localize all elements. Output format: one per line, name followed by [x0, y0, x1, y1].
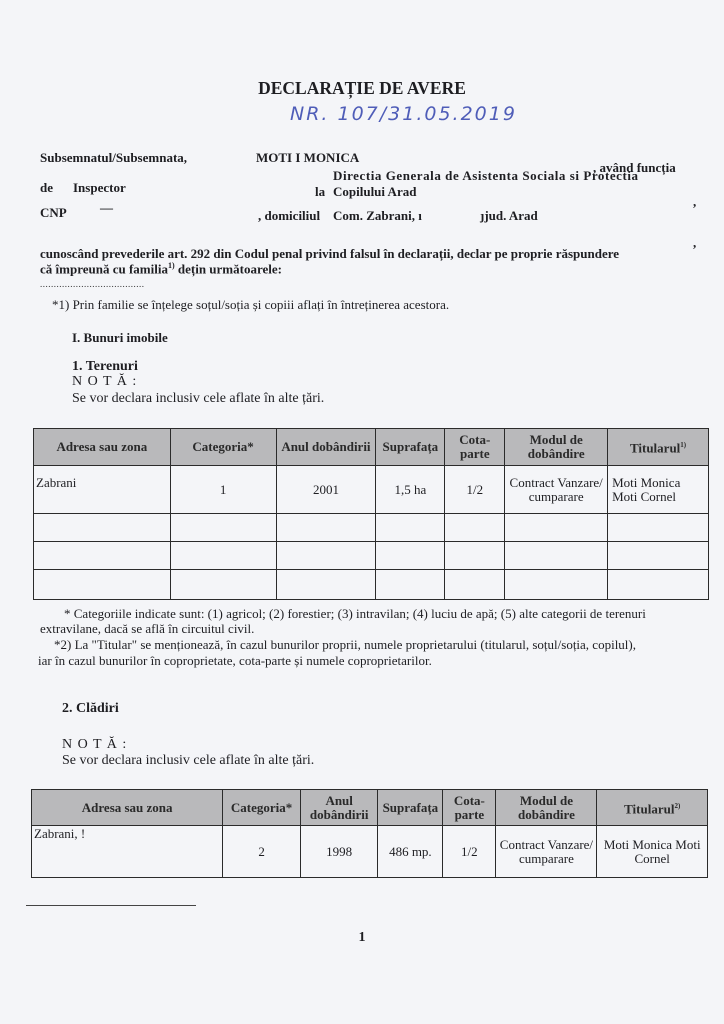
page-number: 1 [358, 930, 366, 945]
table-cell: 2001 [276, 466, 376, 514]
table-cell [276, 514, 376, 542]
registration-number-handwritten: NR. 107/31.05.2019 [290, 103, 517, 125]
nota-label: N O T Ă : [62, 737, 128, 752]
column-header [608, 429, 709, 466]
column-header: Anul dobândirii [300, 790, 378, 826]
table-cell [376, 570, 445, 600]
subsection-heading-terenuri: 1. Terenuri [72, 359, 138, 374]
footnote-ref: 1) [167, 261, 175, 270]
table-cell [276, 570, 376, 600]
table-cell [170, 570, 276, 600]
statement-line2-text: că împreună cu familia [40, 261, 168, 277]
table-cell [34, 542, 171, 570]
table-cell [608, 542, 709, 570]
table-cell [34, 514, 171, 542]
column-header-text: Titularul [624, 801, 675, 817]
footnote-family: *1) Prin familie se înțelege soțul/soția și copiii aflați în întreținerea acestora. [52, 297, 450, 312]
table-cell: Moti Monica Moti Cornel [608, 466, 709, 514]
functie-label: , având funcția [593, 160, 676, 175]
table-cell: 486 mp. [378, 826, 443, 878]
dotted-separator: ...................................... [40, 279, 145, 289]
function-value: Inspector [73, 180, 126, 195]
table-row [32, 826, 708, 878]
la-label: la [315, 184, 326, 199]
footnote-categories-cont: extravilane, dacă se află în circuitul civil. [40, 621, 255, 636]
table-row [34, 570, 709, 600]
table-row [34, 542, 709, 570]
table-cell [276, 542, 376, 570]
column-header: Cota-parte [445, 429, 505, 466]
column-header: Modul de dobândire [496, 790, 597, 826]
column-header: Cota-parte [443, 790, 496, 826]
column-header: Modul de dobândire [505, 429, 608, 466]
table-header-row [34, 429, 709, 466]
table-cell [170, 514, 276, 542]
footnote-ref: 2) [674, 801, 681, 810]
footnote-categories: * Categoriile indicate sunt: (1) agricol; (2) forestier; (3) intravilan; (4) luciu de apă; (5) alte categorii de terenuri [64, 606, 646, 621]
institution-line2: Copilului Arad [333, 184, 417, 199]
column-header-text: Titularul [629, 440, 681, 456]
column-header: Adresa sau zona [32, 790, 223, 826]
subsemnatul-label: Subsemnatul/Subsemnata, [40, 150, 188, 165]
domiciliu-label: , domiciliul [258, 208, 321, 223]
column-header: Suprafața [376, 429, 445, 466]
table-cell [170, 542, 276, 570]
column-header: Adresa sau zona [34, 429, 171, 466]
table-cell [445, 514, 505, 542]
table-cell [505, 514, 608, 542]
table-cell [376, 542, 445, 570]
table-cell [376, 514, 445, 542]
table-cell [608, 570, 709, 600]
table-row [34, 466, 709, 514]
table-cell: 1/2 [443, 826, 496, 878]
table-cell: 2 [223, 826, 301, 878]
document-title: DECLARAȚIE DE AVERE [258, 78, 466, 98]
cnp-value: — [100, 200, 113, 215]
nota-label: N O T Ă : [72, 374, 138, 389]
table-cell: Contract Vanzare/ cumparare [496, 826, 597, 878]
table-cell [608, 514, 709, 542]
table-cell [445, 542, 505, 570]
statement-line1: cunoscând prevederile art. 292 din Codul penal privind falsul în declarații, declar pe proprie răspundere [40, 246, 620, 261]
nota-text: Se vor declara inclusiv cele aflate în alte țări. [72, 391, 325, 406]
subsection-heading-cladiri: 2. Clădiri [62, 701, 119, 716]
table-cell [34, 570, 171, 600]
footnote-titular: *2) La "Titular" se menționează, în cazul bunurilor proprii, numele proprietarului (titularul, soțul/soția, copilul), [54, 637, 636, 652]
table-cell: Contract Vanzare/ cumparare [505, 466, 608, 514]
table-cell: 1 [170, 466, 276, 514]
table-cell: 1/2 [445, 466, 505, 514]
table-cell: Moti Monica Moti Cornel [597, 826, 708, 878]
footnote-titular-cont: iar în cazul bunurilor în coproprietate, cota-parte și numele coproprietarilor. [38, 653, 432, 668]
table-row [34, 514, 709, 542]
table-cell [505, 542, 608, 570]
statement-line2-text: dețin următoarele: [174, 261, 282, 277]
de-label: de [40, 180, 53, 195]
institution-line1: Directia Generala de Asistenta Sociala si Protectia [333, 168, 639, 183]
table-cell [505, 570, 608, 600]
cnp-label: CNP [40, 205, 67, 220]
table-header-row [32, 790, 708, 826]
column-header: Categoria* [170, 429, 276, 466]
table-cell: 1998 [300, 826, 378, 878]
table-cell: Zabrani, ! [32, 826, 223, 878]
statement-line2 [40, 261, 282, 277]
table-cell [445, 570, 505, 600]
column-header: Categoria* [223, 790, 301, 826]
address-part2: ȷjud. Arad [480, 208, 538, 223]
column-header: Anul dobândirii [276, 429, 376, 466]
comma: , [693, 235, 697, 250]
footnote-ref: 1) [680, 441, 687, 450]
footnote-separator-line [26, 905, 196, 906]
column-header [597, 790, 708, 826]
terenuri-table [33, 428, 709, 600]
section-heading-bunuri-imobile: I. Bunuri imobile [72, 330, 168, 345]
table-cell: Zabrani [34, 466, 171, 514]
cladiri-table [31, 789, 708, 878]
table-cell: 1,5 ha [376, 466, 445, 514]
comma: , [693, 194, 697, 209]
declarant-name: MOTI I MONICA [256, 150, 360, 165]
address-part1: Com. Zabrani, ı [333, 208, 422, 223]
column-header: Suprafața [378, 790, 443, 826]
nota-text: Se vor declara inclusiv cele aflate în alte țări. [62, 753, 315, 768]
